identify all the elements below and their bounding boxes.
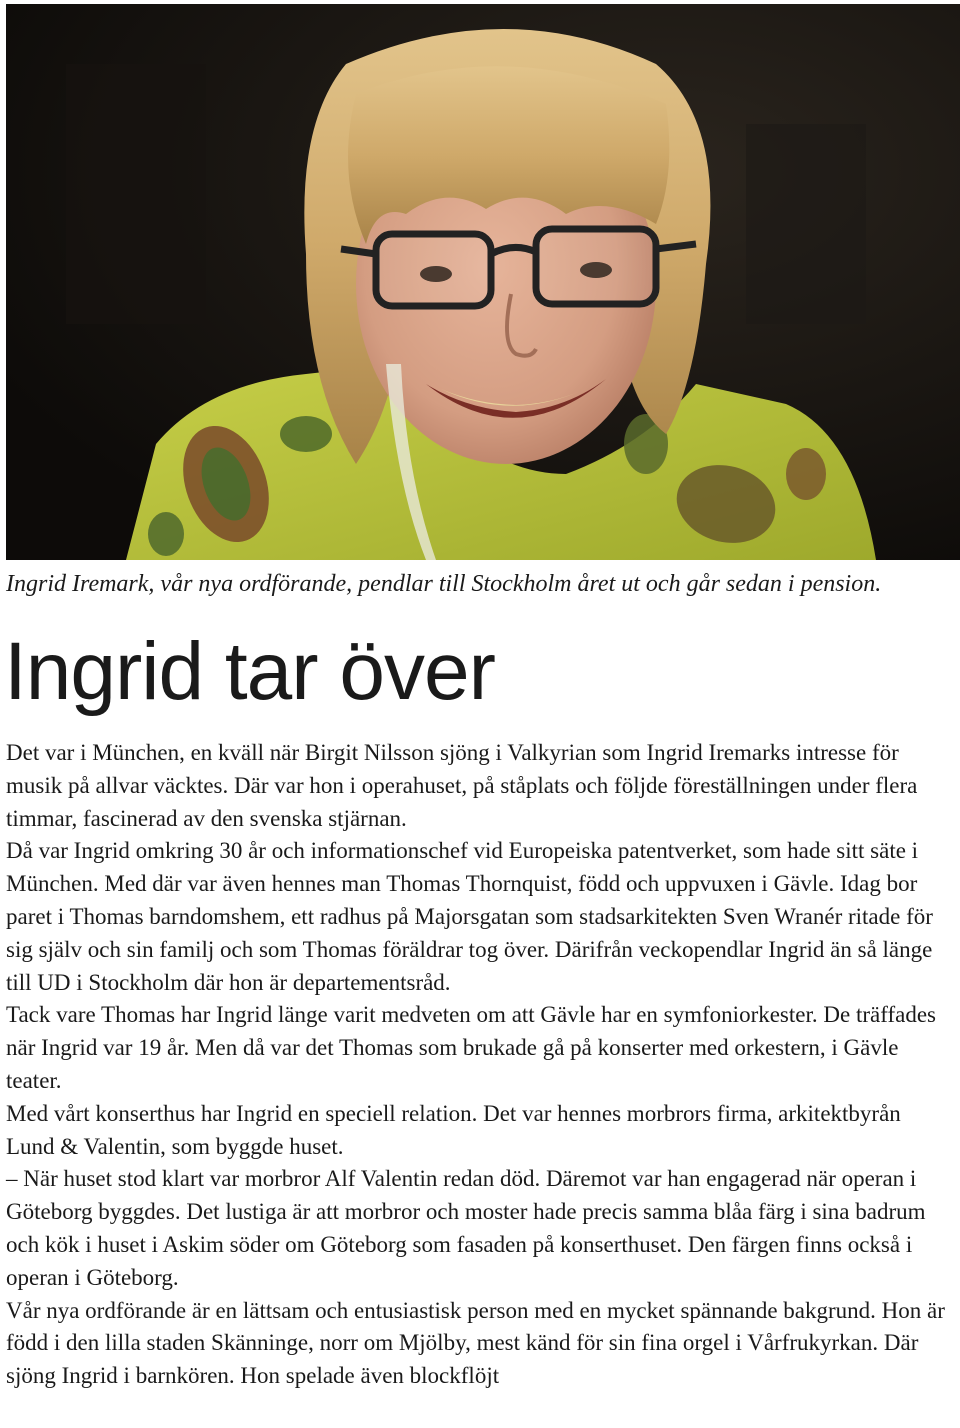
paragraph: Tack vare Thomas har Ingrid länge varit medveten om att Gävle har en symfoniorkester. De träffades när Ingrid var 19 år. Men då var det Thomas som brukade gå på konserter med orkestern, i Gävle teater. [6, 1002, 936, 1093]
paragraph: Vår nya ordförande är en lättsam och entusiastisk person med en mycket spännande bakgrund. Hon är född i den lilla staden Skänninge, norr om Mjölby, mest känd för sin fina orgel i Vårfrukyrkan. Där sjöng Ingrid i barnkören. Hon spelade även blockflöjt [6, 1297, 945, 1389]
article-headline: Ingrid tar över [4, 626, 495, 717]
article-body [6, 737, 954, 1393]
photo-caption: Ingrid Iremark, vår nya ordförande, pendlar till Stockholm året ut och går sedan i pension. [6, 571, 882, 597]
paragraph: – När huset stod klart var morbror Alf Valentin redan död. Däremot var han engagerad när operan i Göteborg byggdes. Det lustiga är att morbror och moster hade precis samma blåa färg i sina badrum och kök i huset i Askim söder om Göteborg som fasaden på konserthuset. Den färgen finns också i operan i Göteborg. [6, 1166, 926, 1290]
portrait-illustration [6, 4, 960, 560]
paragraph: Det var i München, en kväll när Birgit Nilsson sjöng i Valkyrian som Ingrid Iremarks intresse för musik på allvar väcktes. Där var hon i operahuset, på ståplats och följde föreställningen under flera timmar, fascinerad av den svenska stjärnan. [6, 740, 918, 831]
portrait-photo [6, 4, 960, 560]
paragraph: Då var Ingrid omkring 30 år och informationschef vid Europeiska patentverket, som hade sitt säte i München. Med där var även hennes man Thomas Thornquist, född och uppvuxen i Gävle. Idag bor paret i Thomas barndomshem, ett radhus på Majorsgatan som stadsarkitekten Sven Wranér ritade för sig själv och sin familj och som Thomas föräldrar tog över. Därifrån veckopendlar Ingrid än så länge till UD i Stockholm där hon är departementsråd. [6, 838, 933, 995]
paragraph: Med vårt konserthus har Ingrid en speciell relation. Det var hennes morbrors firma, arkitektbyrån Lund & Valentin, som byggde huset. [6, 1100, 901, 1159]
